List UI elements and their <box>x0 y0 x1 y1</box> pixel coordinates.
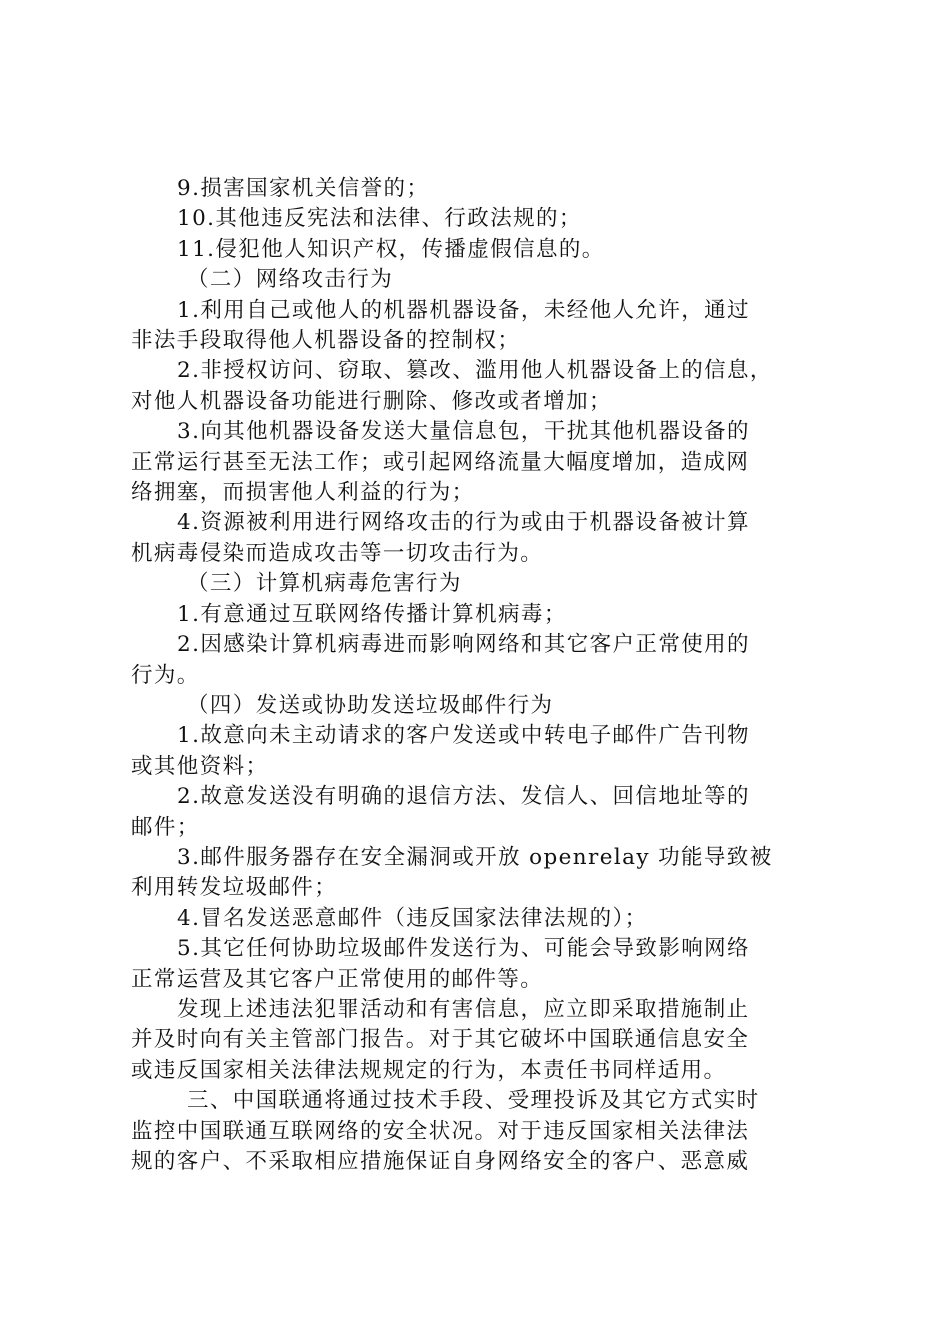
text-line: 正常运营及其它客户正常使用的邮件等。 <box>131 966 544 992</box>
text-line: 1.利用自己或他人的机器机器设备，未经他人允许，通过 <box>177 297 750 323</box>
paragraph <box>131 934 831 995</box>
text-line: 1.有意通过互联网络传播计算机病毒； <box>177 601 567 627</box>
text-line: （四）发送或协助发送垃圾邮件行为 <box>187 692 554 718</box>
text-line: 5.其它任何协助垃圾邮件发送行为、可能会导致影响网络 <box>177 936 750 962</box>
text-line: 或其他资料； <box>131 753 269 779</box>
paragraph <box>131 995 831 1086</box>
text-line: 对他人机器设备功能进行删除、修改或者增加； <box>131 388 612 414</box>
text-line: 2.因感染计算机病毒进而影响网络和其它客户正常使用的 <box>177 632 750 658</box>
text-line: 发现上述违法犯罪活动和有害信息，应立即采取措施制止 <box>177 996 750 1022</box>
text-line: 行为。 <box>131 662 200 688</box>
text-line: 机病毒侵染而造成攻击等一切攻击行为。 <box>131 540 544 566</box>
text-line: 利用转发垃圾邮件； <box>131 875 338 901</box>
paragraph <box>131 600 831 630</box>
text-line: 三、中国联通将通过技术手段、受理投诉及其它方式实时 <box>187 1088 760 1114</box>
text-line: 2.非授权访问、窃取、篡改、滥用他人机器设备上的信息， <box>177 358 773 384</box>
paragraph <box>131 508 831 569</box>
paragraph <box>131 356 831 417</box>
text-line: 3.向其他机器设备发送大量信息包，干扰其他机器设备的 <box>177 419 750 445</box>
text-line: 3.邮件服务器存在安全漏洞或开放 openrelay 功能导致被 <box>177 844 773 870</box>
paragraph <box>131 417 831 508</box>
text-line: 10.其他违反宪法和法律、行政法规的； <box>177 206 582 232</box>
text-line: 正常运行甚至无法工作；或引起网络流量大幅度增加，造成网 <box>131 449 750 475</box>
paragraph <box>131 265 831 295</box>
text-line: 9.损害国家机关信誉的； <box>177 176 430 201</box>
text-line: 规的客户、不采取相应措施保证自身网络安全的客户、恶意威 <box>131 1149 750 1174</box>
paragraph <box>131 782 831 843</box>
paragraph <box>131 721 831 782</box>
paragraph <box>131 904 831 934</box>
document-body <box>131 174 831 1177</box>
paragraph <box>131 296 831 357</box>
text-line: 1.故意向未主动请求的客户发送或中转电子邮件广告刊物 <box>177 723 750 749</box>
paragraph <box>131 235 831 265</box>
text-line: 络拥塞，而损害他人利益的行为； <box>131 480 475 506</box>
paragraph <box>131 204 831 234</box>
text-line: 邮件； <box>131 814 200 840</box>
text-line: （三）计算机病毒危害行为 <box>187 571 462 597</box>
paragraph <box>131 691 831 721</box>
paragraph <box>131 630 831 691</box>
paragraph <box>131 1086 831 1177</box>
paragraph <box>131 174 831 204</box>
paragraph <box>131 569 831 599</box>
text-line: 监控中国联通互联网络的安全状况。对于违反国家相关法律法 <box>131 1118 750 1144</box>
text-line: 非法手段取得他人机器设备的控制权； <box>131 328 521 354</box>
text-line: 或违反国家相关法律法规规定的行为，本责任书同样适用。 <box>131 1057 727 1083</box>
text-line: 4.资源被利用进行网络攻击的行为或由于机器设备被计算 <box>177 510 750 536</box>
text-line: 4.冒名发送恶意邮件（违反国家法律法规的）； <box>177 905 648 931</box>
text-line: 11.侵犯他人知识产权，传播虚假信息的。 <box>177 236 605 262</box>
paragraph <box>131 843 831 904</box>
text-line: 并及时向有关主管部门报告。对于其它破坏中国联通信息安全 <box>131 1027 750 1053</box>
text-line: （二）网络攻击行为 <box>187 267 394 293</box>
text-line: 2.故意发送没有明确的退信方法、发信人、回信地址等的 <box>177 784 750 810</box>
